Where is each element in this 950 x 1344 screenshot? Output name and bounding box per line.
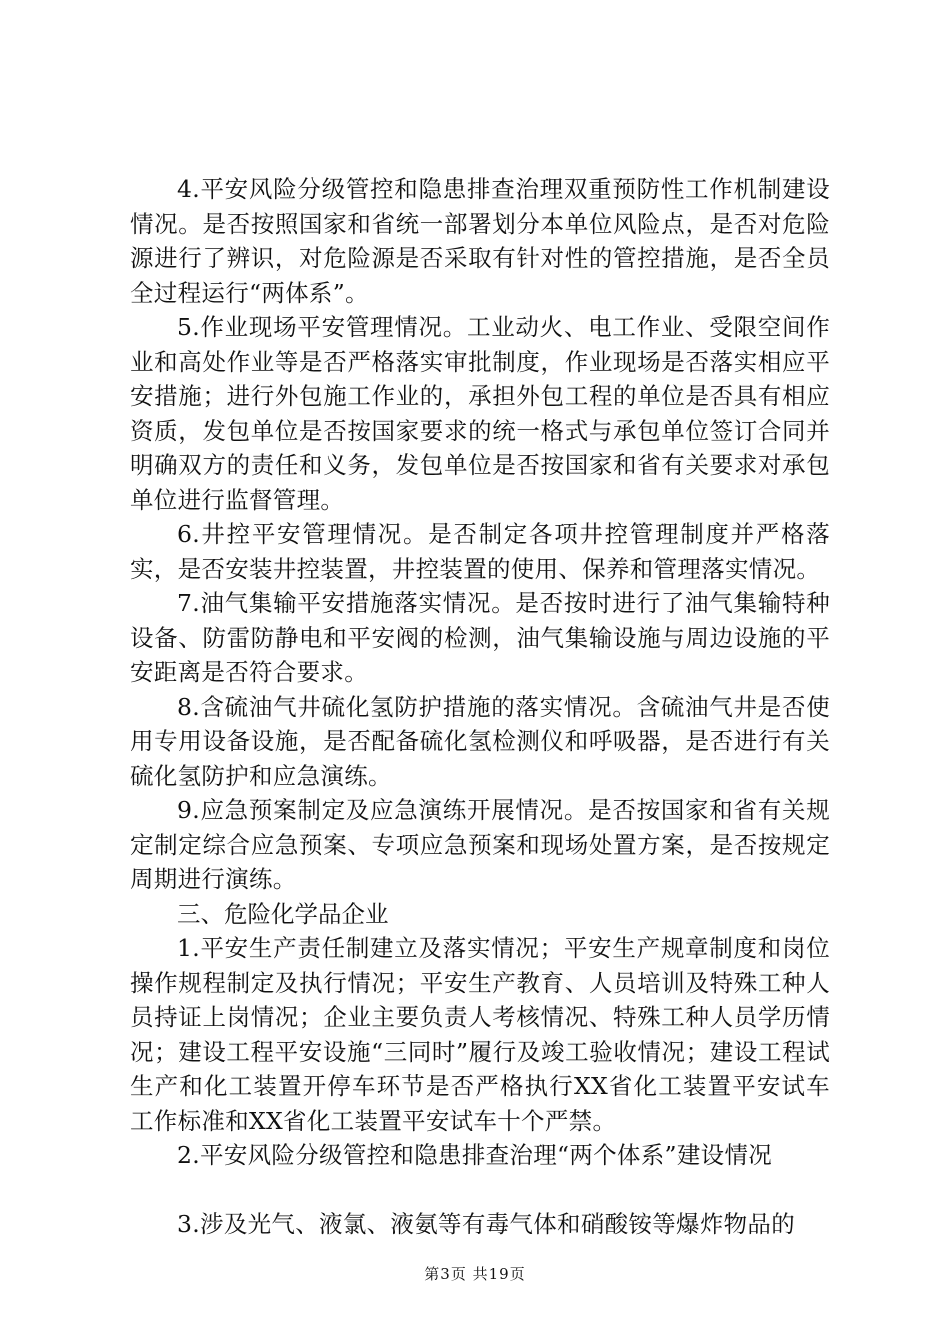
paragraph-item-7: 7.油气集输平安措施落实情况。是否按时进行了油气集输特种设备、防雷防静电和平安阀的检测，油气集输设施与周边设施的平安距离是否符合要求。 [130,589,830,686]
paragraph-item-6: 6.井控平安管理情况。是否制定各项井控管理制度并严格落实，是否安装井控装置，井控装置的使用、保养和管理落实情况。 [130,520,830,583]
paragraph-item-9: 9.应急预案制定及应急演练开展情况。是否按国家和省有关规定制定综合应急预案、专项应急预案和现场处置方案，是否按规定周期进行演练。 [130,796,830,893]
section-paragraph-3: 3.涉及光气、液氯、液氨等有毒气体和硝酸铵等爆炸物品的 [177,1209,796,1238]
page-number-footer: 第3页 共19页 [424,1265,526,1283]
document-body [130,172,830,1241]
paragraph-item-4: 4.平安风险分级管控和隐患排查治理双重预防性工作机制建设情况。是否按照国家和省统一部署划分本单位风险点，是否对危险源进行了辨识，对危险源是否采取有针对性的管控措施，是否全员全过程运行“两体系”。 [130,175,830,307]
section-heading: 三、危险化学品企业 [177,899,389,928]
section-paragraph-2: 2.平安风险分级管控和隐患排查治理“两个体系”建设情况 [177,1141,773,1169]
paragraph-item-5: 5.作业现场平安管理情况。工业动火、电工作业、受限空间作业和高处作业等是否严格落实审批制度，作业现场是否落实相应平安措施；进行外包施工作业的，承担外包工程的单位是否具有相应资质，发包单位是否按国家要求的统一格式与承包单位签订合同并明确双方的责任和义务，发包单位是否按国家和省有关要求对承包单位进行监督管理。 [130,313,830,514]
paragraph-item-8: 8.含硫油气井硫化氢防护措施的落实情况。含硫油气井是否使用专用设备设施，是否配备硫化氢检测仪和呼吸器，是否进行有关硫化氢防护和应急演练。 [130,692,830,790]
section-paragraph-1: 1.平安生产责任制建立及落实情况；平安生产规章制度和岗位操作规程制定及执行情况；平安生产教育、人员培训及特殊工种人员持证上岗情况；企业主要负责人考核情况、特殊工种人员学历情况；建设工程平安设施“三同时”履行及竣工验收情况；建设工程试生产和化工装置开停车环节是否严格执行XX省化工装置平安试车工作标准和XX省化工装置平安试车十个严禁。 [130,934,830,1135]
